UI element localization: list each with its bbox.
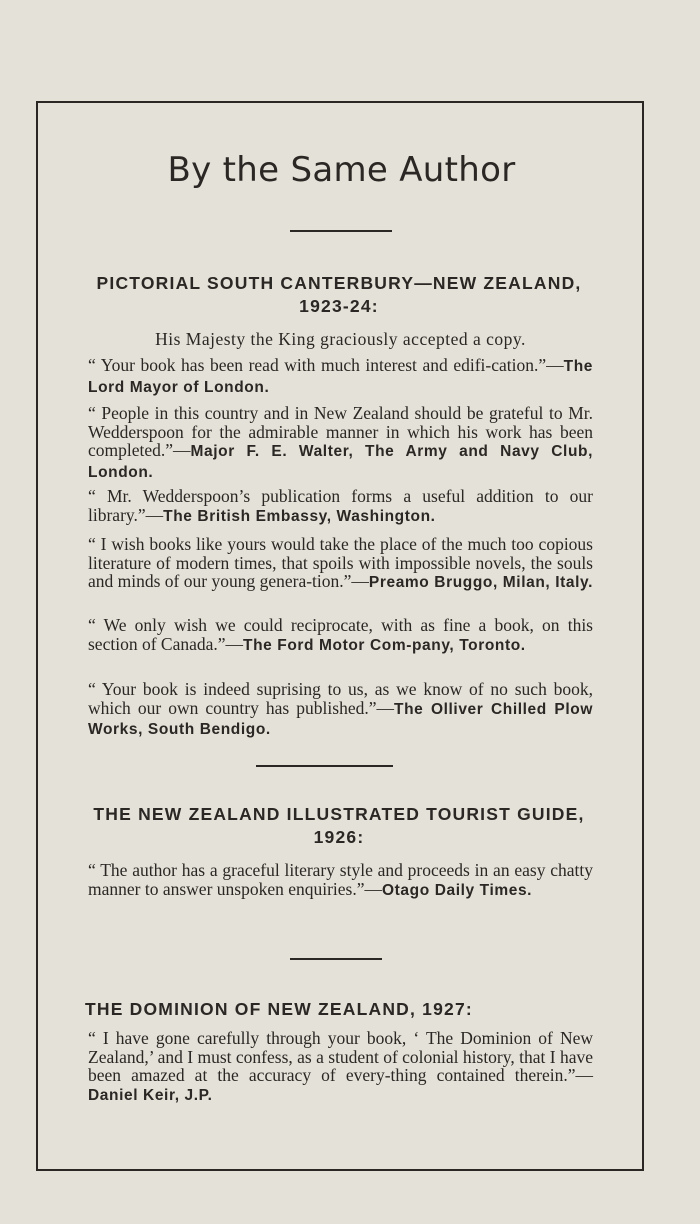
review-quote xyxy=(88,356,593,397)
review-quote xyxy=(88,487,593,526)
quote-attribution: Major F. E. Walter, The Army and Navy Club, London. xyxy=(88,443,593,481)
page-title: By the Same Author xyxy=(167,150,516,190)
quote-text: “ Your book has been read with much interest and edifi-cation.”— xyxy=(88,355,564,375)
quote-attribution: The Ford Motor Com-pany, Toronto. xyxy=(243,636,526,654)
section-heading: THE NEW ZEALAND ILLUSTRATED TOURIST GUIDE, 1926: xyxy=(93,804,585,847)
quote-text: “ We only wish we could reciprocate, with as fine a book, on this section of Canada.”— xyxy=(88,615,593,654)
review-quote xyxy=(88,404,593,482)
section-heading: THE DOMINION OF NEW ZEALAND, 1927: xyxy=(85,999,473,1019)
review-quote xyxy=(88,1029,593,1105)
quote-attribution: The Olliver Chilled Plow Works, South Bendigo. xyxy=(88,700,594,738)
quote-attribution: The British Embassy, Washington. xyxy=(163,507,436,525)
quote-text: “ I have gone carefully through your book, ‘ The Dominion of New Zealand,’ and I must confess, as a student of colonial history, that I have been amazed at the accuracy of every-thing contained therein.”— xyxy=(88,1028,593,1085)
divider-rule xyxy=(290,958,382,960)
quote-attribution: Otago Daily Times. xyxy=(382,881,533,899)
quote-text: “ I wish books like yours would take the place of the much too copious literature of modern times, that spoils with impossible novels, the souls and minds of our young genera-tion.”— xyxy=(88,534,593,591)
divider-rule xyxy=(256,765,393,767)
review-quote xyxy=(88,680,593,740)
review-quote xyxy=(88,535,593,593)
quote-text: “ The author has a graceful literary style and proceeds in an easy chatty manner to answer unspoken enquiries.”— xyxy=(88,860,593,899)
quote-text: “ Mr. Wedderspoon’s publication forms a useful addition to our library.”— xyxy=(88,486,593,525)
review-quote xyxy=(88,861,593,900)
section-heading: PICTORIAL SOUTH CANTERBURY—NEW ZEALAND, 1923-24: xyxy=(96,273,582,316)
quote-attribution: Daniel Keir, J.P. xyxy=(88,1086,213,1104)
quote-attribution: The Lord Mayor of London. xyxy=(88,358,593,396)
quote-attribution: Preamo Bruggo, Milan, Italy. xyxy=(368,574,593,591)
divider-rule xyxy=(290,230,392,232)
section-note: His Majesty the King graciously accepted a copy. xyxy=(155,329,526,349)
quote-text: “ People in this country and in New Zealand should be grateful to Mr. Wedderspoon for the admirable manner in which his work has been completed.”— xyxy=(88,403,593,460)
review-quote xyxy=(88,616,593,655)
quote-text: “ Your book is indeed suprising to us, as we know of no such book, which our own country has published.”— xyxy=(88,679,593,718)
